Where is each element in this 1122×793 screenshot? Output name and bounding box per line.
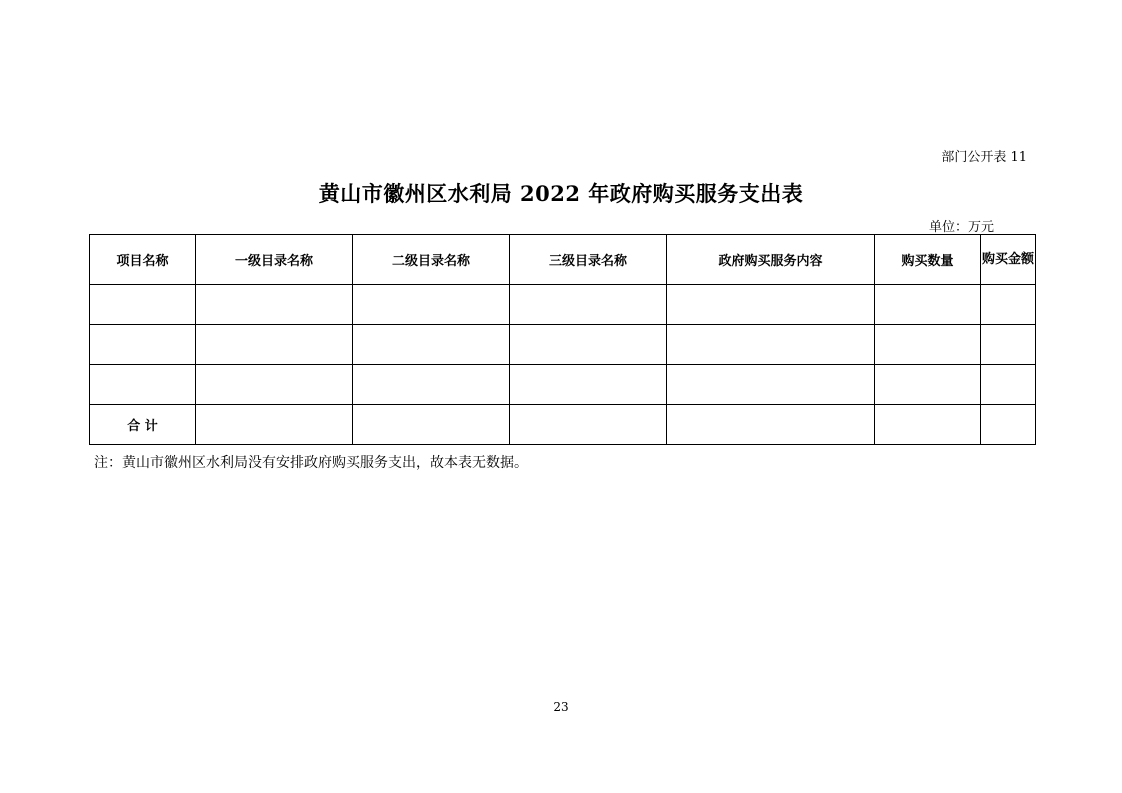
table-cell <box>353 365 510 405</box>
table-header-row <box>90 235 1036 285</box>
table-cell <box>981 365 1036 405</box>
table-cell <box>196 365 353 405</box>
unit-label: 单位：万元 <box>929 220 995 235</box>
table-row <box>90 365 1036 405</box>
table-cell <box>667 325 875 365</box>
table-cell <box>981 405 1036 445</box>
table-cell <box>196 325 353 365</box>
table-cell <box>875 285 981 325</box>
total-row <box>90 405 1036 445</box>
table-row <box>90 325 1036 365</box>
table-cell <box>667 405 875 445</box>
table-cell <box>90 285 196 325</box>
table-cell <box>875 325 981 365</box>
table-cell <box>510 285 667 325</box>
table-cell <box>510 365 667 405</box>
column-header-level3-catalog: 三级目录名称 <box>510 235 667 285</box>
table-cell <box>353 325 510 365</box>
column-header-quantity: 购买数量 <box>875 235 981 285</box>
column-header-amount: 购买金额 <box>981 235 1036 285</box>
table-cell <box>90 325 196 365</box>
table-cell <box>353 285 510 325</box>
page-title: 黄山市徽州区水利局 2022 年政府购买服务支出表 <box>318 181 804 206</box>
table-number: 部门公开表 11 <box>941 150 1027 165</box>
table-cell <box>667 365 875 405</box>
page-number: 23 <box>553 700 569 714</box>
table-cell <box>353 405 510 445</box>
table-cell <box>875 405 981 445</box>
table-cell <box>981 325 1036 365</box>
table-cell <box>875 365 981 405</box>
table-cell <box>196 285 353 325</box>
footnote: 注：黄山市徽州区水利局没有安排政府购买服务支出，故本表无数据。 <box>94 455 528 471</box>
table-cell <box>90 365 196 405</box>
table-cell <box>510 405 667 445</box>
table-cell <box>196 405 353 445</box>
column-header-service-content: 政府购买服务内容 <box>667 235 875 285</box>
column-header-level1-catalog: 一级目录名称 <box>196 235 353 285</box>
column-header-project-name: 项目名称 <box>90 235 196 285</box>
column-header-level2-catalog: 二级目录名称 <box>353 235 510 285</box>
table-cell <box>981 285 1036 325</box>
table-row <box>90 285 1036 325</box>
table-cell <box>667 285 875 325</box>
expenditure-table <box>89 234 1036 445</box>
total-label: 合 计 <box>90 405 196 445</box>
table-cell <box>510 325 667 365</box>
